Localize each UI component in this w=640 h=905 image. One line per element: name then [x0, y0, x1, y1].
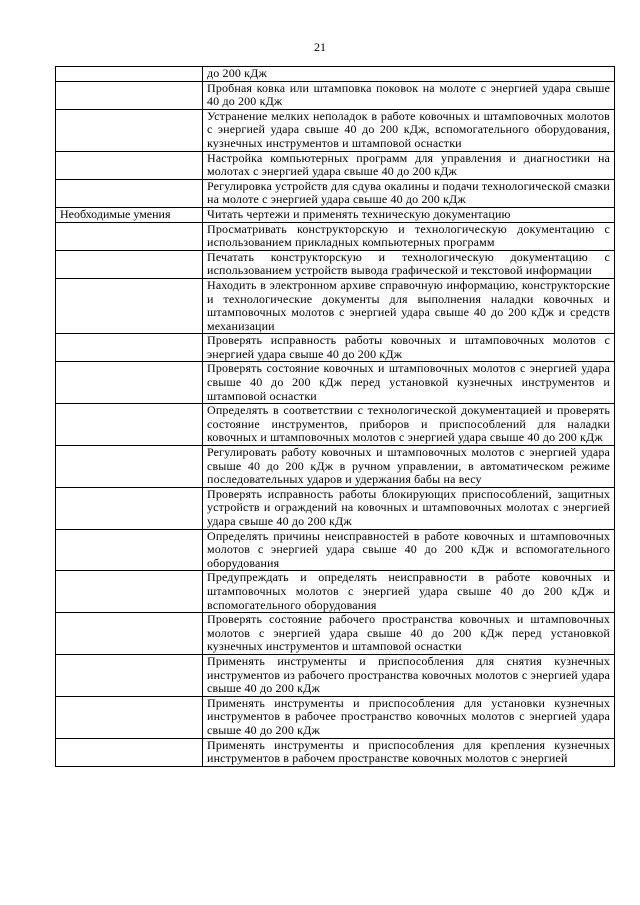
section-label-cell [56, 67, 203, 82]
table-row [56, 571, 615, 613]
requirement-text: Пробная ковка или штамповка поковок на молоте с энергией удара свыше 40 до 200 кДж [203, 81, 615, 109]
table-row [56, 446, 615, 488]
section-label-cell [56, 613, 203, 655]
table-row [56, 67, 615, 82]
table-row [56, 222, 615, 250]
requirement-text: Проверять состояние ковочных и штамповочных молотов с энергией удара свыше 40 до 200 кДж перед установкой кузнечных инструментов и штамповой оснастки [203, 362, 615, 404]
page-bottom-margin [0, 850, 640, 905]
table-row [56, 696, 615, 738]
section-label-cell [56, 250, 203, 278]
section-label-cell [56, 487, 203, 529]
section-label-cell [56, 571, 203, 613]
requirement-text: Проверять состояние рабочего пространства ковочных и штамповочных молотов с энергией удара свыше 40 до 200 кДж перед установкой кузнечных инструментов и штамповой оснастки [203, 613, 615, 655]
section-label-cell [56, 151, 203, 179]
table-row [56, 654, 615, 696]
requirement-text: Применять инструменты и приспособления для крепления кузнечных инструментов в рабочем пространстве ковочных молотов с энергией [203, 738, 615, 766]
table-body [56, 67, 615, 767]
requirement-text: Устранение мелких неполадок в работе ковочных и штамповочных молотов с энергией удара свыше 40 до 200 кДж, вспомогательного оборудования, кузнечных инструментов и штамповой оснастки [203, 109, 615, 151]
section-label-cell [56, 738, 203, 766]
requirement-text: Применять инструменты и приспособления для снятия кузнечных инструментов из рабочего пространства ковочных молотов с энергией удара свыше 40 до 200 кДж [203, 654, 615, 696]
section-label-cell [56, 334, 203, 362]
requirement-text: Определять в соответствии с технологической документацией и проверять состояние инструментов, приборов и приспособлений для наладки ковочных и штамповочных молотов с энергией удара свыше 40 до 200 кДж [203, 404, 615, 446]
requirement-text: Предупреждать и определять неисправности в работе ковочных и штамповочных молотов с энергией удара свыше 40 до 200 кДж и вспомогательного оборудования [203, 571, 615, 613]
requirement-text: Проверять исправность работы ковочных и штамповочных молотов с энергией удара свыше 40 до 200 кДж [203, 334, 615, 362]
requirement-text: до 200 кДж [203, 67, 615, 82]
requirement-text: Просматривать конструкторскую и технологическую документацию с использованием прикладных компьютерных программ [203, 222, 615, 250]
section-label-cell [56, 529, 203, 571]
requirement-text: Регулировка устройств для сдува окалины и подачи технологической смазки на молоте с энергией удара свыше 40 до 200 кДж [203, 179, 615, 207]
professional-standard-table [55, 66, 615, 767]
section-label-cell [56, 446, 203, 488]
section-label-cell [56, 696, 203, 738]
requirement-text: Находить в электронном архиве справочную информацию, конструкторские и технологические документы для выполнения наладки ковочных и штамповочных молотов с энергией удара свыше 40 до 200 кДж и средств механизации [203, 278, 615, 333]
table-row [56, 613, 615, 655]
section-label: Необходимые умения [56, 207, 203, 222]
section-label-cell [56, 179, 203, 207]
section-label-cell [56, 222, 203, 250]
section-label-cell [56, 654, 203, 696]
page-number: 21 [314, 40, 326, 54]
table-row [56, 179, 615, 207]
requirement-text: Регулировать работу ковочных и штамповочных молотов с энергией удара свыше 40 до 200 кДж в ручном управлении, в автоматическом режиме последовательных ударов и удержания бабы на весу [203, 446, 615, 488]
table-row [56, 250, 615, 278]
requirement-text: Настройка компьютерных программ для управления и диагностики на молотах с энергией удара свыше 40 до 200 кДж [203, 151, 615, 179]
table-row [56, 151, 615, 179]
requirement-text: Читать чертежи и применять техническую документацию [203, 207, 615, 222]
table-row [56, 334, 615, 362]
table-row [56, 362, 615, 404]
table-row [56, 738, 615, 766]
table-row [56, 487, 615, 529]
section-label-cell [56, 81, 203, 109]
section-label-cell [56, 109, 203, 151]
requirement-text: Определять причины неисправностей в работе ковочных и штамповочных молотов с энергией удара свыше 40 до 200 кДж и вспомогательного оборудования [203, 529, 615, 571]
table-row [56, 529, 615, 571]
requirement-text: Проверять исправность работы блокирующих приспособлений, защитных устройств и ограждений на ковочных и штамповочных молотах с энергией удара свыше 40 до 200 кДж [203, 487, 615, 529]
requirement-text: Применять инструменты и приспособления для установки кузнечных инструментов в рабочее пространство ковочных молотов с энергией удара свыше 40 до 200 кДж [203, 696, 615, 738]
table-row [56, 109, 615, 151]
section-label-cell [56, 362, 203, 404]
section-label-cell [56, 404, 203, 446]
section-label-cell [56, 278, 203, 333]
table-row [56, 81, 615, 109]
table-row [56, 207, 615, 222]
table-row [56, 404, 615, 446]
table-row [56, 278, 615, 333]
requirement-text: Печатать конструкторскую и технологическую документацию с использованием устройств вывода графической и текстовой информации [203, 250, 615, 278]
